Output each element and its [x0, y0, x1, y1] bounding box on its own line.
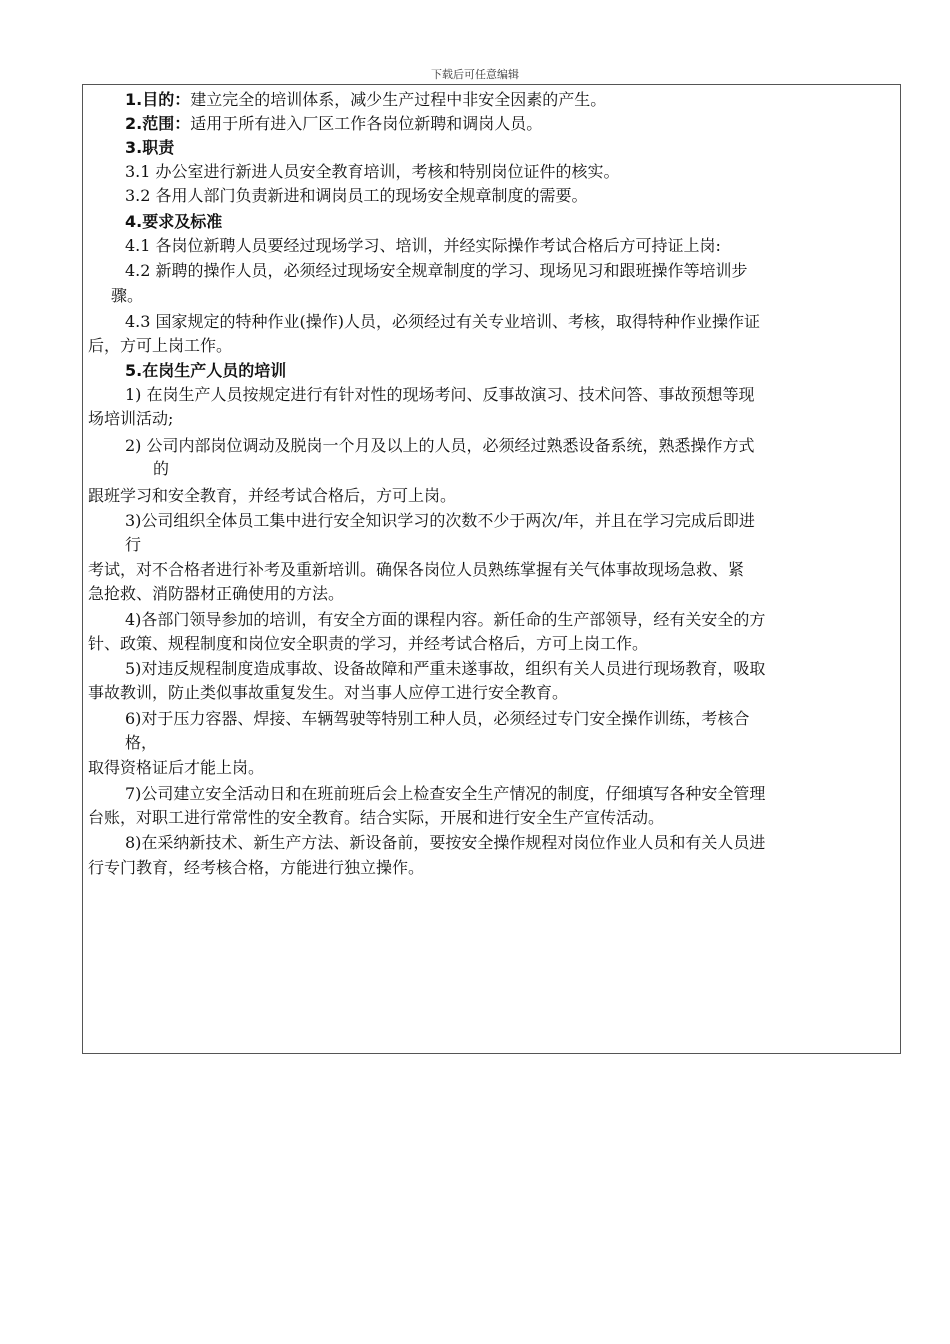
text-line: 台账，对职工进行常常性的安全教育。结合实际，开展和进行安全生产宣传活动。 [88, 808, 665, 827]
text-line: 8)在采纳新技术、新生产方法、新设备前，要按安全操作规程对岗位作业人员和有关人员进 [125, 833, 766, 852]
text-line: 3.2 各用人部门负责新进和调岗员工的现场安全规章制度的需要。 [125, 186, 588, 205]
text-line: 4.3 国家规定的特种作业(操作)人员，必须经过有关专业培训、考核，取得特种作业操作证 [125, 312, 761, 331]
text-line: 4.2 新聘的操作人员，必须经过现场安全规章制度的学习、现场见习和跟班操作等培训步 [125, 261, 748, 280]
section-heading: 5.在岗生产人员的培训 [125, 361, 287, 380]
text-line: 3)公司组织全体员工集中进行安全知识学习的次数不少于两次/年，并且在学习完成后即进 [125, 511, 755, 530]
text-line: 2) 公司内部岗位调动及脱岗一个月及以上的人员，必须经过熟悉设备系统，熟悉操作方式 [125, 436, 755, 455]
scope-heading: 2.范围： [125, 114, 191, 133]
document-frame [82, 84, 901, 1054]
text-line: 7)公司建立安全活动日和在班前班后会上检查安全生产情况的制度，仔细填写各种安全管理 [125, 784, 766, 803]
purpose-line [125, 90, 606, 110]
text-line: 骤。 [111, 286, 144, 305]
section-heading: 4.要求及标准 [125, 212, 223, 231]
text-line: 1) 在岗生产人员按规定进行有针对性的现场考问、反事故演习、技术问答、事故预想等现 [125, 385, 755, 404]
text-line: 行专门教育，经考核合格，方能进行独立操作。 [88, 858, 425, 877]
scope-text: 适用于所有进入厂区工作各岗位新聘和调岗人员。 [190, 114, 543, 133]
text-line: 的 [153, 459, 170, 478]
text-line: 场培训活动; [88, 409, 174, 428]
text-line: 取得资格证后才能上岗。 [88, 758, 265, 777]
text-line: 6)对于压力容器、焊接、车辆驾驶等特别工种人员，必须经过专门安全操作训练，考核合 [125, 709, 750, 728]
page-header: 下载后可任意编辑 [431, 68, 519, 81]
text-line: 事故教训，防止类似事故重复发生。对当事人应停工进行安全教育。 [88, 683, 569, 702]
text-line: 4)各部门领导参加的培训，有安全方面的课程内容。新任命的生产部领导，经有关安全的方 [125, 610, 766, 629]
purpose-text: 建立完全的培训体系，减少生产过程中非安全因素的产生。 [190, 90, 607, 109]
text-line: 后，方可上岗工作。 [88, 336, 233, 355]
text-line: 急抢救、消防器材正确使用的方法。 [88, 584, 345, 603]
purpose-heading: 1.目的： [125, 90, 191, 109]
text-line: 行 [125, 535, 142, 554]
text-line: 3.1 办公室进行新进人员安全教育培训，考核和特别岗位证件的核实。 [125, 162, 620, 181]
scope-line [125, 114, 542, 134]
text-line: 针、政策、规程制度和岗位安全职责的学习，并经考试合格后，方可上岗工作。 [88, 634, 649, 653]
text-line: 4.1 各岗位新聘人员要经过现场学习、培训，并经实际操作考试合格后方可持证上岗: [125, 236, 721, 255]
text-line: 跟班学习和安全教育，并经考试合格后，方可上岗。 [88, 486, 457, 505]
section-heading: 3.职责 [125, 138, 175, 157]
text-line: 5)对违反规程制度造成事故、设备故障和严重未遂事故，组织有关人员进行现场教育，吸取 [125, 659, 766, 678]
text-line: 考试，对不合格者进行补考及重新培训。确保各岗位人员熟练掌握有关气体事故现场急救、紧 [88, 560, 745, 579]
text-line: 格， [125, 733, 158, 752]
